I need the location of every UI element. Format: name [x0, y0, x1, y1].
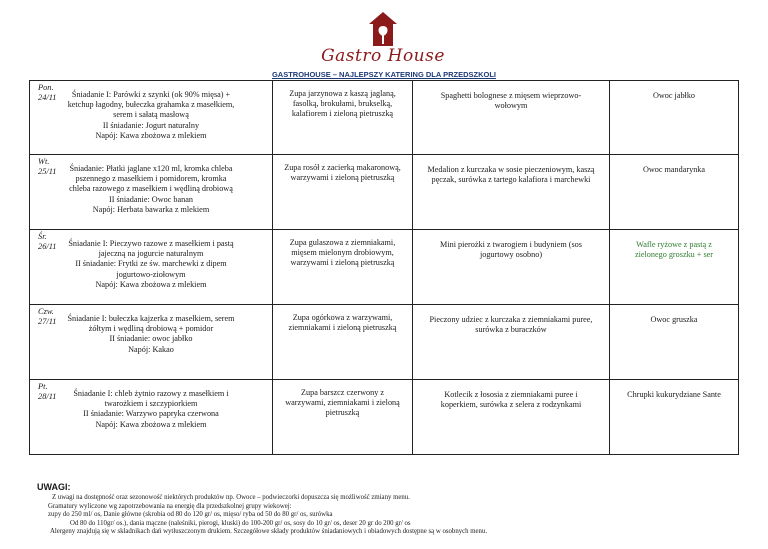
day-name: Czw.	[38, 307, 54, 316]
breakfast-line: jajeczną na jogurcie naturalnym	[98, 249, 204, 259]
breakfast-line: Napój: Kawa zbożowa z mlekiem	[95, 419, 207, 429]
cell-soup	[273, 380, 413, 455]
soup-line: warzywami i zieloną pietruszką	[290, 258, 395, 268]
soup-line: Zupa jarzynowa z kaszą jaglaną,	[289, 89, 396, 98]
notes-title: UWAGI:	[37, 482, 71, 492]
day-label	[38, 307, 56, 327]
cell-soup	[273, 230, 413, 305]
breakfast-line: II śniadanie: owoc jabłko	[109, 334, 193, 344]
note-line: Alergeny znajdują się w składnikach dań wytłuszczonym drukiem. Szczegółowe składy produktów śniadaniowych i obiadowych dostępne są w osobnych menu.	[50, 528, 488, 536]
breakfast-line: serem i sałatą masłową	[113, 110, 189, 120]
cell-breakfast	[30, 155, 273, 230]
day-date: 24/11	[38, 93, 57, 102]
main-line: Pieczony udziec z kurczaka z ziemniakami puree,	[429, 315, 593, 324]
day-label	[38, 157, 56, 177]
breakfast-line: Śniadanie I: Parówki z szynki (ok 90% mięsa) +	[71, 90, 231, 99]
soup-line: pietruszką	[325, 408, 360, 418]
table-row	[30, 155, 739, 230]
cell-breakfast	[30, 230, 273, 305]
main-line: Spaghetti bolognese z mięsem wieprzowo-	[440, 91, 582, 100]
snack-line: Wafle ryżowe z pastą z	[636, 240, 712, 249]
breakfast-line: jogurtowo-ziołowym	[116, 269, 186, 279]
main-line: pęczak, surówka z tartego kalafiora i marchewki	[431, 175, 591, 185]
breakfast-line: chleba razowego z masełkiem i wędliną drobiową	[69, 184, 233, 194]
cell-breakfast	[30, 305, 273, 380]
snack-line: zielonego groszku + ser	[634, 250, 714, 260]
cell-breakfast	[30, 380, 273, 455]
page-title: GASTROHOUSE – NAJLEPSZY KATERING DLA PRZEDSZKOLI	[271, 70, 497, 79]
breakfast-line: Śniadanie I: bułeczka kajzerka z masełkiem, serem	[67, 314, 235, 323]
soup-line: kalafiorem i zieloną pietruszką	[291, 109, 394, 119]
breakfast-line: Napój: Herbata bawarka z mlekiem	[92, 204, 210, 214]
soup-line: fasolką, brokułami, brukselką,	[292, 99, 393, 109]
snack-line: Owoc gruszka	[650, 315, 698, 324]
cell-main	[413, 230, 610, 305]
breakfast-line: II śniadanie: Frytki ze św. marchewki z dipem	[75, 259, 227, 269]
breakfast-line: Napój: Kawa zbożowa z mlekiem	[95, 279, 207, 289]
cell-snack	[610, 230, 739, 305]
breakfast-line: Śniadanie I: Pieczywo razowe z masełkiem i pastą	[68, 239, 234, 248]
main-line: wołowym	[494, 101, 528, 111]
snack-line: Owoc mandarynka	[642, 165, 706, 174]
snack-line: Owoc jabłko	[652, 91, 696, 100]
soup-line: ziemniakami i zieloną pietruszką	[288, 323, 397, 333]
table-row	[30, 81, 739, 155]
main-line: surówka z buraczków	[475, 325, 547, 335]
breakfast-line: pszennego z masełkiem i pomidorem, kromka	[75, 174, 227, 184]
breakfast-line: żółtym i wędliną drobiową + pomidor	[88, 324, 214, 334]
breakfast-line: Napój: Kakao	[128, 344, 174, 354]
day-label	[38, 382, 56, 402]
table-row	[30, 230, 739, 305]
main-line: jogurtowy osobno)	[479, 250, 543, 260]
cell-soup	[273, 155, 413, 230]
soup-line: warzywami, ziemniakami i zieloną	[285, 398, 400, 408]
cell-breakfast	[30, 81, 273, 155]
notes	[38, 494, 738, 537]
day-date: 26/11	[38, 242, 57, 251]
table-row	[30, 380, 739, 455]
house-icon	[366, 10, 400, 48]
cell-main	[413, 155, 610, 230]
logo	[318, 10, 448, 70]
day-name: Pon.	[38, 83, 54, 92]
snack-line: Chrupki kukurydziane Sante	[627, 390, 721, 399]
menu-table	[29, 80, 739, 455]
soup-line: warzywami i zieloną pietruszką	[290, 173, 395, 183]
cell-soup	[273, 305, 413, 380]
cell-main	[413, 380, 610, 455]
breakfast-line: II śniadanie: Warzywo papryka czerwona	[83, 409, 219, 419]
main-line: Medalion z kurczaka w sosie pieczeniowym, kaszą	[427, 165, 595, 174]
breakfast-line: II śniadanie: Owoc banan	[109, 194, 193, 204]
note-line: Od 80 do 110gr/ os.), dania mączne (naleśniki, pierogi, kluski) do 100-200 gr/ os, sosy do 10 gr/ os, deser 20 gr do 200 gr/ os	[70, 519, 411, 527]
day-label	[38, 232, 56, 252]
main-line: koperkiem, surówka z selera z rodzynkami	[440, 400, 582, 410]
soup-line: mięsem mielonym drobiowym,	[291, 248, 394, 258]
breakfast-line: Śniadanie I: chleb żytnio razowy z masełkiem i	[73, 389, 229, 398]
note-line: Gramatury wyliczone wg zapotrzebowania na energię dla przedszkolnej grupy wiekowej:	[48, 502, 292, 510]
cell-main	[413, 81, 610, 155]
cell-soup	[273, 81, 413, 155]
cell-snack	[610, 155, 739, 230]
cell-main	[413, 305, 610, 380]
cell-snack	[610, 380, 739, 455]
soup-line: Zupa rosół z zacierką makaronową,	[284, 163, 401, 172]
soup-line: Zupa ogórkowa z warzywami,	[292, 313, 393, 322]
breakfast-line: Napój: Kawa zbożowa z mlekiem	[95, 130, 207, 140]
day-date: 27/11	[38, 317, 57, 326]
breakfast-line: Śniadanie: Płatki jaglane x120 ml, kromka chleba	[69, 164, 233, 173]
breakfast-line: II śniadanie: Jogurt naturalny	[102, 120, 200, 130]
day-name: Śr.	[38, 232, 47, 241]
breakfast-line: ketchup łagodny, bułeczka grahamka z masełkiem,	[67, 100, 235, 110]
day-date: 28/11	[38, 392, 57, 401]
note-line: zupy do 250 ml/ os, Danie główne (skrobia od 80 do 120 gr/ os, mięso/ ryba od 50 do 80 gr/ os, surówka	[48, 511, 333, 519]
note-line: Z uwagi na dostępność oraz sezonowość niektórych produktów np. Owoce – podwieczorki dopuszcza się możliwość zmiany menu.	[52, 494, 410, 501]
soup-line: Zupa barszcz czerwony z	[301, 388, 384, 397]
logo-text: Gastro House	[321, 46, 445, 66]
soup-line: Zupa gulaszowa z ziemniakami,	[289, 238, 396, 247]
cell-snack	[610, 305, 739, 380]
main-line: Mini pierożki z twarogiem i budyniem (sos	[440, 240, 582, 249]
table-row	[30, 305, 739, 380]
day-label	[38, 83, 56, 103]
main-line: Kotlecik z łososia z ziemniakami puree i	[444, 390, 578, 399]
breakfast-line: twarożkiem i szczypiorkiem	[104, 399, 198, 409]
cell-snack	[610, 81, 739, 155]
day-name: Pt.	[38, 382, 48, 391]
day-name: Wt.	[38, 157, 50, 166]
day-date: 25/11	[38, 167, 57, 176]
